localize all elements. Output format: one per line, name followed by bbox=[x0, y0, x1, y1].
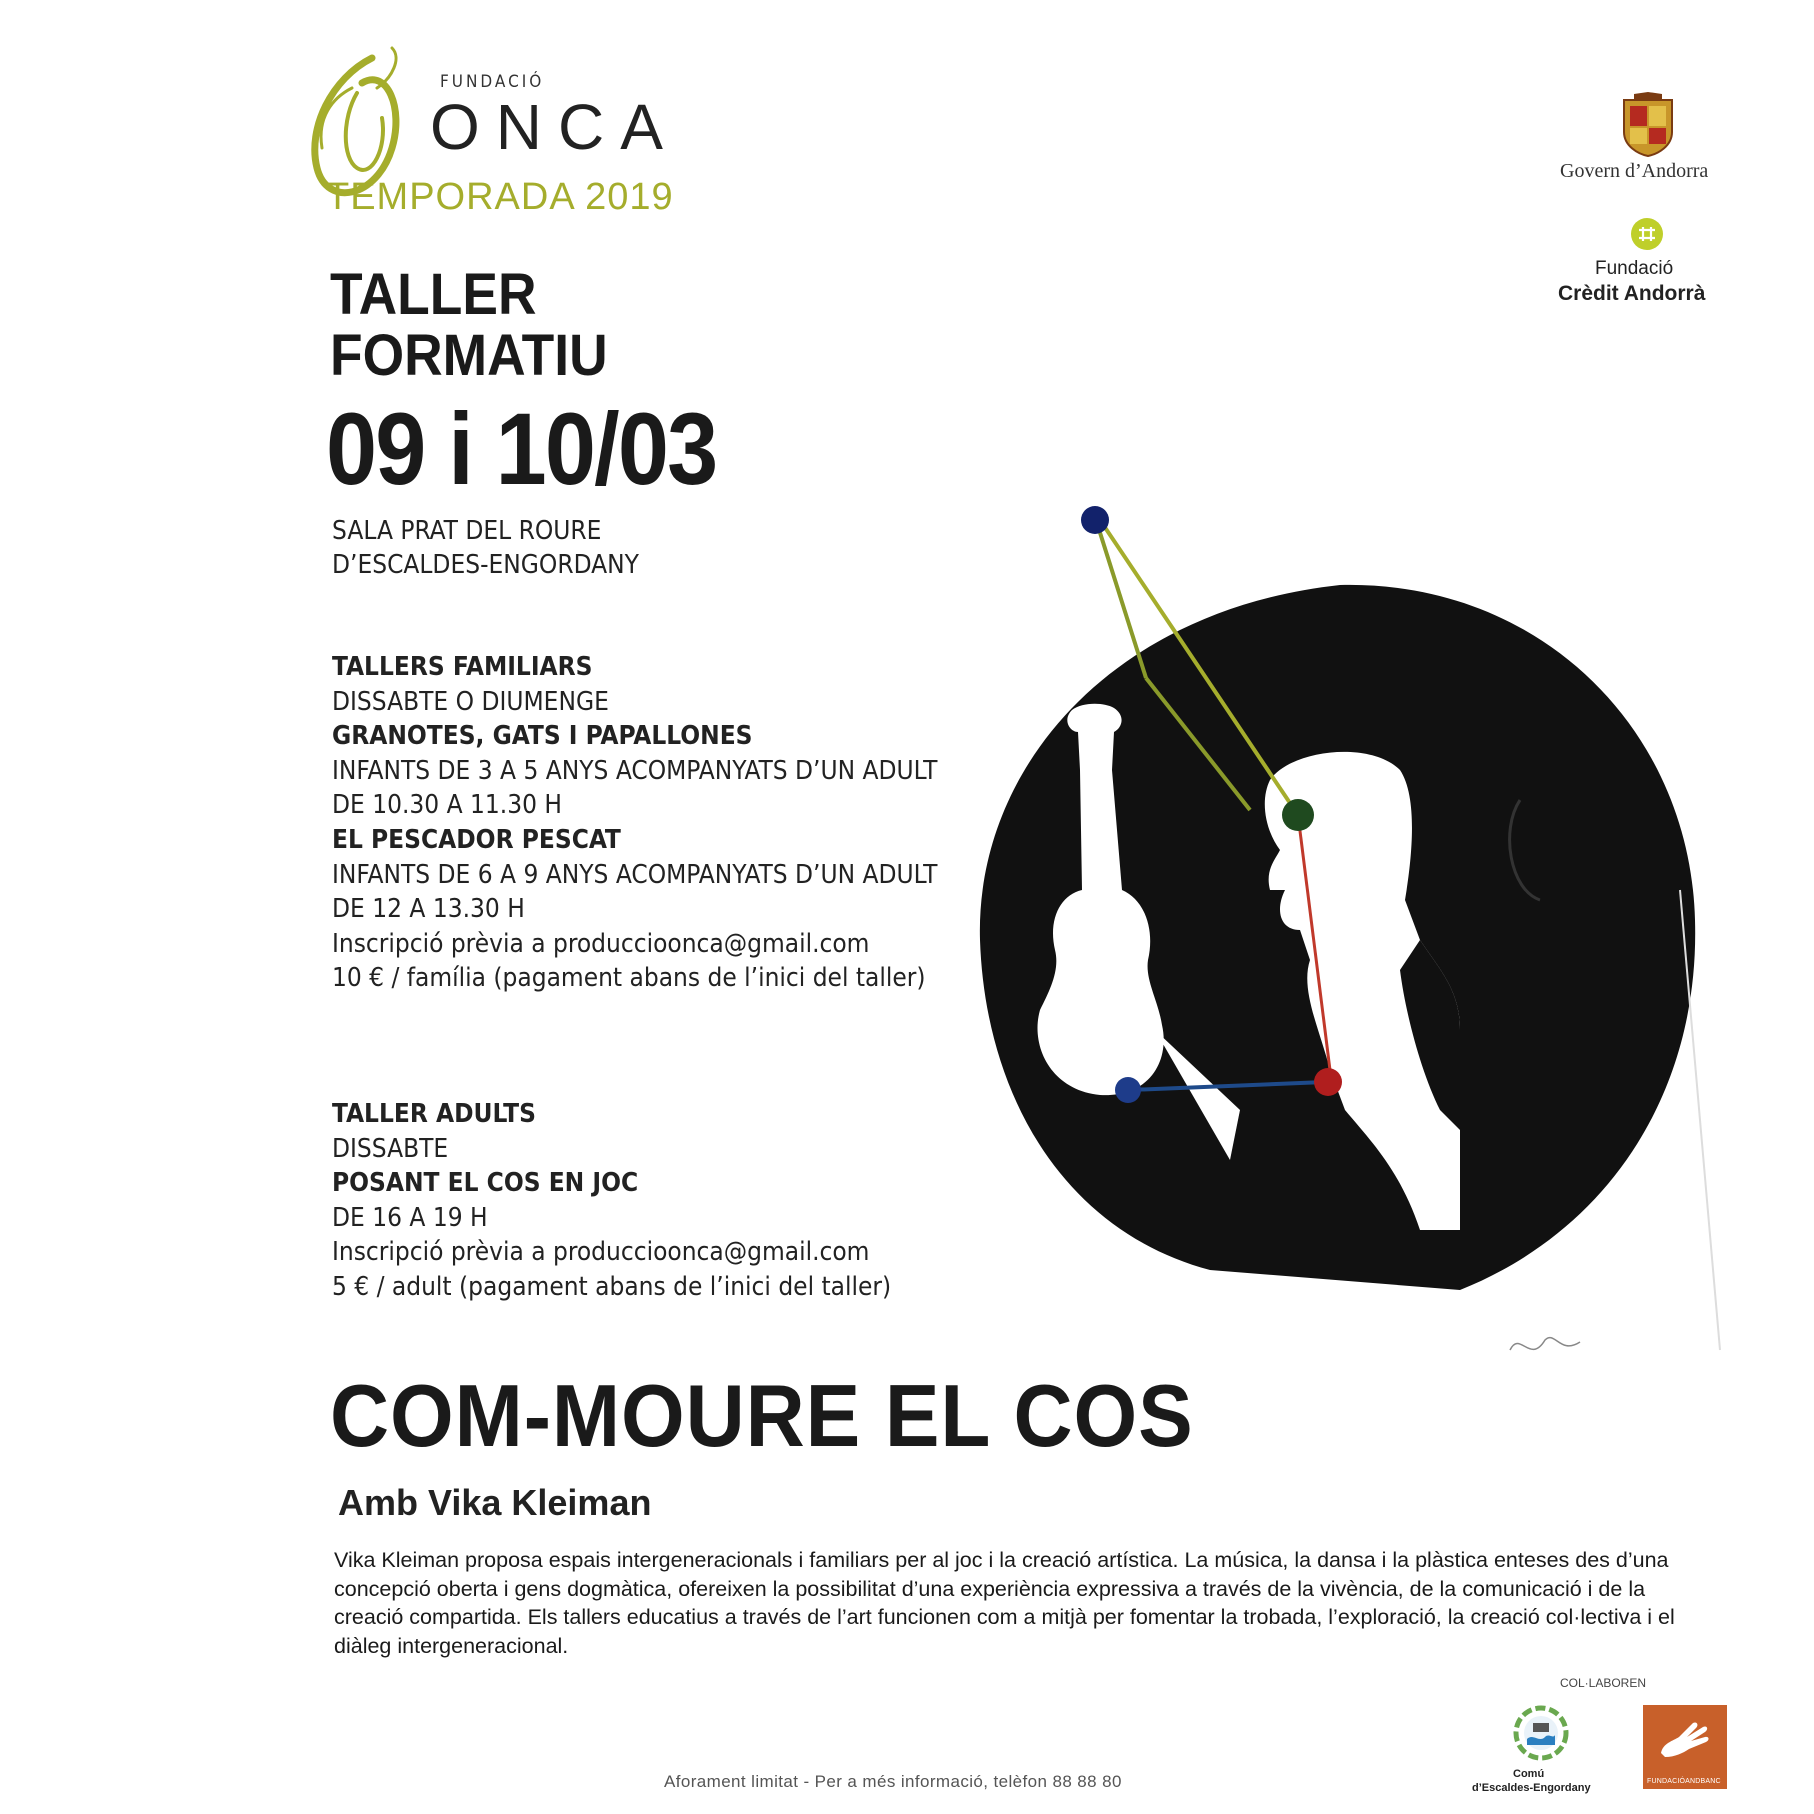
fundacio-credit-label-1: Fundació bbox=[1595, 258, 1674, 279]
event-date: 09 i 10/03 bbox=[326, 392, 717, 506]
adults-workshop-title: POSANT EL COS EN JOC bbox=[332, 1168, 639, 1199]
adults-day: DISSABTE bbox=[332, 1133, 449, 1164]
logo-fundacio-text: FUNDACIÓ bbox=[440, 72, 545, 92]
comu-escaldes-logo-icon bbox=[1513, 1705, 1569, 1761]
adults-inscripcio: Inscripció prèvia a produccioonca@gmail.com bbox=[332, 1237, 870, 1268]
description: Vika Kleiman proposa espais intergeneracionals i familiars per al joc i la creació artística. La música, la dansa i la plàstica enteses des d’una concepció oberta i gens dogmàtica, ofereixen la possibilitat d’una experiència expressiva a través de la vivència, de la comunicació i de la creació compartida. Els tallers educatius a través de l’art funcionen com a mitjà per fomentar la trobada, l’exploració, la creació col·lectiva i el diàleg intergeneracional. bbox=[334, 1548, 1675, 1658]
violinist-artwork bbox=[900, 470, 1750, 1370]
comu-label-1: Comú bbox=[1513, 1768, 1545, 1780]
familiars-section bbox=[332, 650, 937, 996]
workshop-1-time: DE 10.30 A 11.30 H bbox=[332, 790, 562, 821]
subtitle: Amb Vika Kleiman bbox=[338, 1482, 652, 1523]
andbanc-label: FUNDACIÓANDBANC bbox=[1647, 1778, 1721, 1785]
fundacio-credit-label-2: Crèdit Andorrà bbox=[1558, 282, 1706, 305]
venue-line-2: D’ESCALDES-ENGORDANY bbox=[332, 550, 639, 580]
workshop-2-time: DE 12 A 13.30 H bbox=[332, 894, 525, 925]
adults-section bbox=[332, 1097, 891, 1305]
hands-icon bbox=[1653, 1713, 1715, 1767]
familiars-inscripcio: Inscripció prèvia a produccioonca@gmail.com bbox=[332, 928, 870, 959]
credit-andorra-logo-icon bbox=[1630, 217, 1664, 251]
familiars-day: DISSABTE O DIUMENGE bbox=[332, 686, 609, 717]
workshop-1-title: GRANOTES, GATS I PAPALLONES bbox=[332, 721, 753, 752]
temporada-label: TEMPORADA 2019 bbox=[326, 176, 674, 218]
comu-label-2: d’Escaldes-Engordany bbox=[1472, 1782, 1591, 1794]
adults-preu: 5 € / adult (pagament abans de l’inici del taller) bbox=[332, 1271, 892, 1302]
logo-onca-text: ONCA bbox=[430, 91, 679, 163]
heading-taller: TALLER bbox=[330, 262, 537, 327]
govern-andorra-crest-icon bbox=[1618, 92, 1678, 158]
main-title: COM-MOURE EL COS bbox=[330, 1366, 1194, 1465]
colaboren-label: COL·LABOREN bbox=[1560, 1676, 1647, 1690]
workshop-2-title: EL PESCADOR PESCAT bbox=[332, 824, 621, 855]
adults-title: TALLER ADULTS bbox=[332, 1099, 536, 1129]
workshop-1-age: INFANTS DE 3 A 5 ANYS ACOMPANYATS D’UN ADULT bbox=[332, 755, 938, 786]
workshop-2-age: INFANTS DE 6 A 9 ANYS ACOMPANYATS D’UN ADULT bbox=[332, 859, 938, 890]
govern-andorra-label: Govern d’Andorra bbox=[1560, 160, 1709, 182]
adults-time: DE 16 A 19 H bbox=[332, 1202, 488, 1233]
fundacio-andbanc-logo bbox=[1643, 1705, 1727, 1789]
familiars-preu: 10 € / família (pagament abans de l’inici del taller) bbox=[332, 963, 926, 994]
heading-formatiu: FORMATIU bbox=[330, 323, 608, 388]
venue-line-1: SALA PRAT DEL ROURE bbox=[332, 516, 602, 546]
familiars-title: TALLERS FAMILIARS bbox=[332, 652, 593, 682]
footer-note: Aforament limitat - Per a més informació, telèfon 88 88 80 bbox=[664, 1772, 1122, 1791]
